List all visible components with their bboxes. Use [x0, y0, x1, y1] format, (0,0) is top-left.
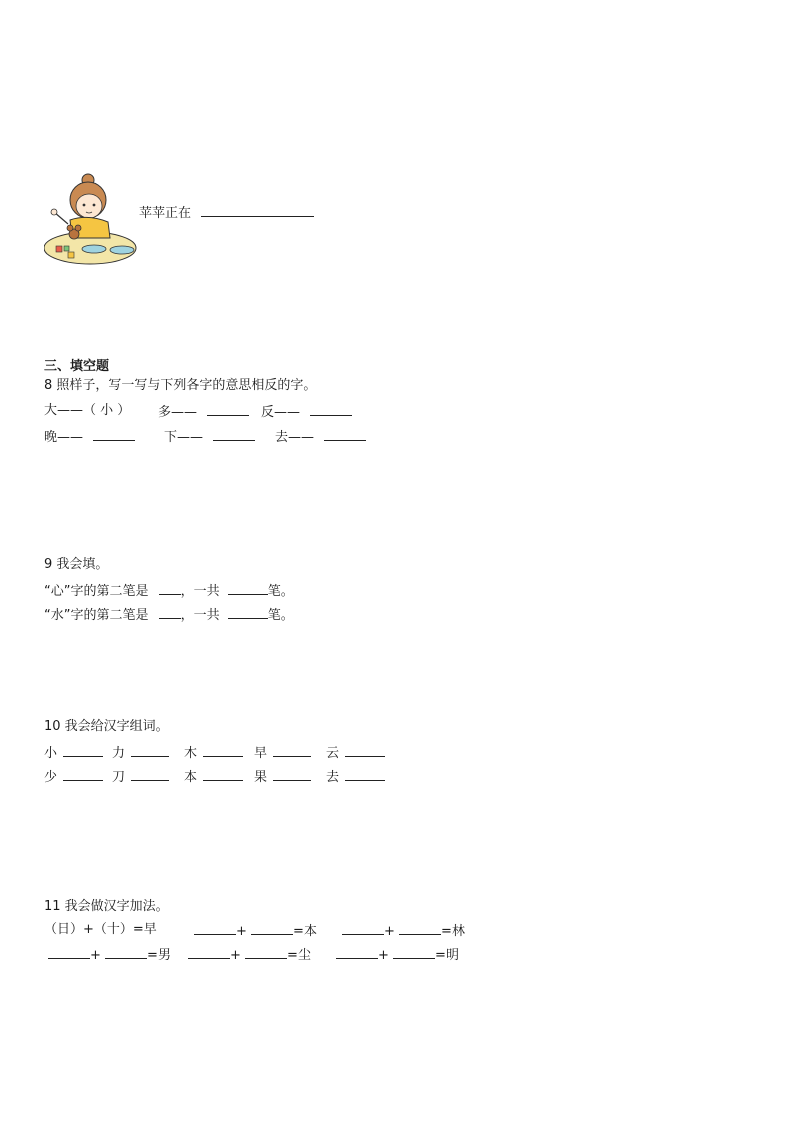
q11-item: + =尘 [188, 946, 311, 964]
q11-title: 11 我会做汉字加法。 [44, 899, 169, 914]
q10-item: 本 [184, 768, 243, 786]
answer-blank[interactable] [207, 403, 249, 416]
answer-blank[interactable] [105, 946, 147, 959]
answer-blank[interactable] [203, 744, 243, 757]
q10-item: 木 [184, 744, 243, 762]
answer-blank[interactable] [324, 428, 366, 441]
girl-crafting-illustration [44, 172, 140, 268]
q10-item: 刀 [112, 768, 169, 786]
q8-title: 8 照样子，写一写与下列各字的意思相反的字。 [44, 378, 317, 393]
answer-blank[interactable] [203, 768, 243, 781]
answer-blank[interactable] [159, 582, 181, 595]
answer-blank[interactable] [342, 922, 384, 935]
answer-blank[interactable] [194, 922, 236, 935]
q9-title: 9 我会填。 [44, 557, 109, 572]
q8-item: 晚—— [44, 428, 135, 446]
answer-blank[interactable] [393, 946, 435, 959]
q8-item: 下—— [164, 428, 255, 446]
q10-item: 去 [326, 768, 385, 786]
q11-item: + =男 [48, 946, 171, 964]
q11-item: + =明 [336, 946, 459, 964]
answer-blank[interactable] [48, 946, 90, 959]
answer-blank[interactable] [63, 768, 103, 781]
answer-blank[interactable] [245, 946, 287, 959]
q9-line: “水”字的第二笔是 ，一共 笔。 [44, 608, 294, 623]
answer-blank[interactable] [228, 582, 268, 595]
q10-item: 早 [254, 744, 311, 762]
answer-blank[interactable] [399, 922, 441, 935]
answer-blank[interactable] [310, 403, 352, 416]
picture-caption: 苹苹正在 [139, 204, 314, 222]
answer-blank[interactable] [93, 428, 135, 441]
q8-item: 去—— [275, 428, 366, 446]
answer-blank[interactable] [336, 946, 378, 959]
answer-blank[interactable] [201, 204, 314, 217]
answer-blank[interactable] [213, 428, 255, 441]
q10-title: 10 我会给汉字组词。 [44, 719, 169, 734]
section-heading: 三、填空题 [44, 359, 110, 374]
q8-example: 大——（ 小 ） [44, 403, 131, 418]
answer-blank[interactable] [159, 606, 181, 619]
answer-blank[interactable] [273, 744, 311, 757]
q11-example: （日）+（十）=早 [44, 922, 157, 937]
answer-blank[interactable] [63, 744, 103, 757]
q11-item: + =本 [194, 922, 317, 940]
q11-item: + =林 [342, 922, 465, 940]
answer-blank[interactable] [131, 744, 169, 757]
q8-item: 反—— [261, 403, 352, 421]
answer-blank[interactable] [228, 606, 268, 619]
q10-item: 云 [326, 744, 385, 762]
q10-item: 果 [254, 768, 311, 786]
answer-blank[interactable] [251, 922, 293, 935]
q10-item: 少 [44, 768, 103, 786]
q10-item: 力 [112, 744, 169, 762]
answer-blank[interactable] [273, 768, 311, 781]
answer-blank[interactable] [188, 946, 230, 959]
q9-line: “心”字的第二笔是 ，一共 笔。 [44, 584, 294, 599]
q8-item: 多—— [158, 403, 249, 421]
answer-blank[interactable] [131, 768, 169, 781]
q10-item: 小 [44, 744, 103, 762]
answer-blank[interactable] [345, 744, 385, 757]
answer-blank[interactable] [345, 768, 385, 781]
